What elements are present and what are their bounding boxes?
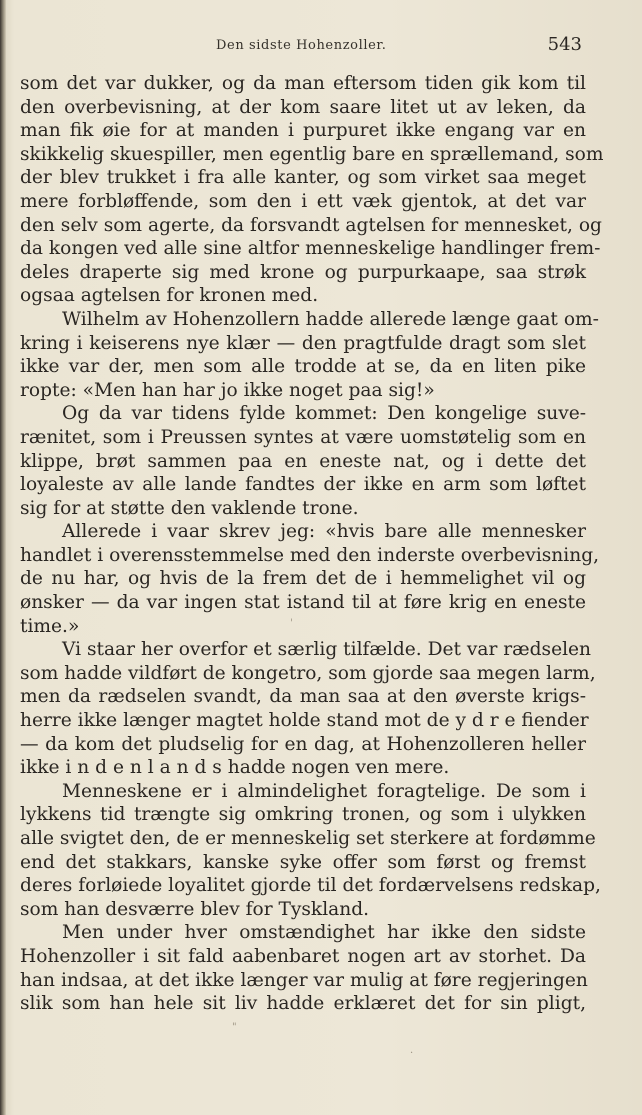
speck-mark: · <box>410 1048 414 1059</box>
text-line: end det stakkars, kanske syke offer som først og fremst <box>20 851 586 873</box>
text-line: man fik øie for at manden i purpuret ikke engang var en <box>20 120 586 142</box>
text-line: den selv som agerte, da forsvandt agtelsen for mennesket, og <box>20 214 602 236</box>
text-line: han indsaa, at det ikke længer var mulig at føre regjeringen <box>20 969 588 991</box>
speck-mark: ' <box>290 618 293 629</box>
body-text <box>20 72 604 1016</box>
text-line: som det var dukker, og da man eftersom tiden gik kom til <box>20 73 586 94</box>
text-line: ropte: «Men han har jo ikke noget paa sig!» <box>20 379 435 401</box>
text-line: klippe, brøt sammen paa en eneste nat, og i dette det <box>20 450 586 472</box>
text-line: ogsaa agtelsen for kronen med. <box>20 285 319 307</box>
text-line: mere forbløffende, som den i ett væk gjentok, at det var <box>20 190 586 212</box>
text-line: der blev trukket i fra alle kanter, og som virket saa meget <box>20 167 586 189</box>
page-number: 543 <box>547 34 582 55</box>
text-line: de nu har, og hvis de la frem det de i hemmelighet vil og <box>20 568 586 590</box>
paragraph-first-line: Allerede i vaar skrev jeg: «hvis bare alle mennesker <box>62 521 586 543</box>
text-line: da kongen ved alle sine altfor menneskelige handlinger frem- <box>20 238 601 260</box>
text-line: men da rædselen svandt, da man saa at den øverste krigs- <box>20 686 586 708</box>
text-line: deres forløiede loyalitet gjorde til det fordærvelsens redskap, <box>20 875 601 897</box>
text-line: ikke i n d e n l a n d s hadde nogen ven mere. <box>20 757 450 779</box>
text-line: sig for at støtte den vaklende trone. <box>20 497 359 519</box>
text-line: som han desværre blev for Tyskland. <box>20 898 370 920</box>
paragraph-first-line: Men under hver omstændighet har ikke den sidste <box>62 922 586 944</box>
text-line: loyaleste av alle lande fandtes der ikke en arm som løftet <box>20 474 586 496</box>
text-line: Hohenzoller i sit fald aabenbaret nogen art av storhet. Da <box>20 945 586 967</box>
text-line: time.» <box>20 615 80 637</box>
running-head <box>20 34 582 58</box>
text-line: handlet i overensstemmelse med den inderste overbevisning, <box>20 544 600 566</box>
paragraph-first-line: Menneskene er i almindelighet foragtelige. De som i <box>62 780 586 802</box>
text-line: lykkens tid trængte sig omkring tronen, og som i ulykken <box>20 804 586 826</box>
text-line: — da kom det pludselig for en dag, at Hohenzolleren heller <box>20 733 586 755</box>
text-line: alle svigtet den, de er menneskelig set sterkere at fordømme <box>20 828 596 849</box>
paragraph-first-line: Vi staar her overfor et særlig tilfælde. Det var rædselen <box>62 639 592 661</box>
text-line: rænitet, som i Preussen syntes at være uomstøtelig som en <box>20 426 586 448</box>
page-gutter <box>0 0 6 1115</box>
text-line: den overbevisning, at der kom saare litet ut av leken, da <box>20 96 586 118</box>
text-line: skikkelig skuespiller, men egentlig bare en sprællemand, som <box>20 143 604 165</box>
speck-mark: " <box>232 1022 237 1033</box>
text-line: ikke var der, men som alle trodde at se, da en liten pike <box>20 356 586 378</box>
text-line: ønsker — da var ingen stat istand til at føre krig en eneste <box>20 592 586 614</box>
paragraph-first-line: Og da var tidens fylde kommet: Den kongelige suve- <box>62 403 586 425</box>
text-line: slik som han hele sit liv hadde erklæret det for sin pligt, <box>20 993 586 1015</box>
text-line: deles draperte sig med krone og purpurkaape, saa strøk <box>20 261 586 283</box>
running-title: Den sidste Hohenzoller. <box>216 38 387 53</box>
text-line: som hadde vildført de kongetro, som gjorde saa megen larm, <box>20 662 596 684</box>
text-line: herre ikke længer magtet holde stand mot de y d r e fiender <box>20 710 589 732</box>
paragraph-first-line: Wilhelm av Hohenzollern hadde allerede længe gaat om- <box>62 308 599 330</box>
text-line: kring i keiserens nye klær — den pragtfulde dragt som slet <box>20 332 586 354</box>
